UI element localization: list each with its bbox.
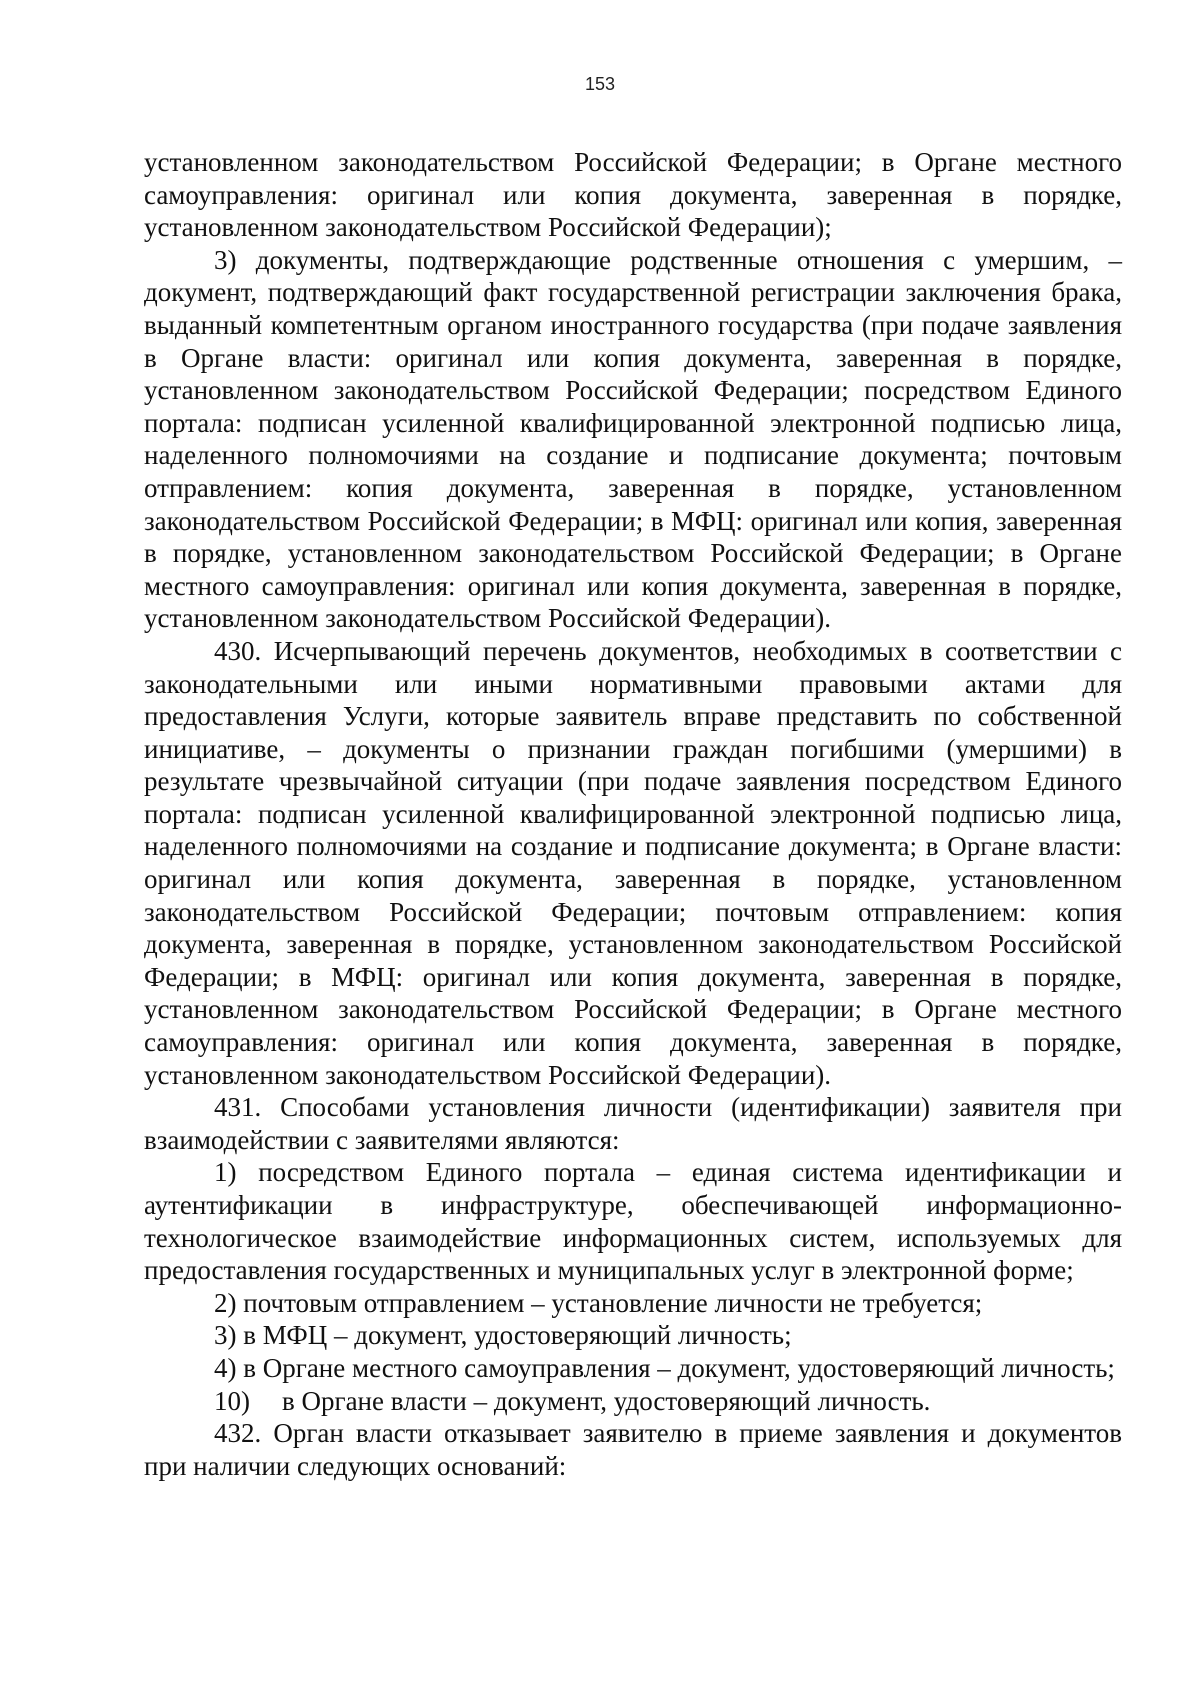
paragraph-continuation: установленном законодательством Российской Федерации; в Органе местного самоуправления: оригинал или копия документа, заверенная в порядке, установленном законодательством Российской Федерации); bbox=[144, 147, 1122, 243]
paragraph-432: 432. Орган власти отказывает заявителю в приеме заявления и документов при наличии следующих оснований: bbox=[144, 1418, 1122, 1481]
page-number: 153 bbox=[584, 74, 616, 94]
list-item-3-mfc: 3) в МФЦ – документ, удостоверяющий личность; bbox=[214, 1320, 792, 1351]
list-item-10-number: 10) bbox=[214, 1385, 250, 1416]
paragraph-431: 431. Способами установления личности (идентификации) заявителя при взаимодействии с заявителями являются: bbox=[144, 1092, 1122, 1155]
list-item-4-local-government: 4) в Органе местного самоуправления – документ, удостоверяющий личность; bbox=[214, 1352, 1115, 1383]
paragraph-item-3-relations: 3) документы, подтверждающие родственные отношения с умершим, – документ, подтверждающий факт государственной регистрации заключения брака, выданный компетентным органом иностранного государства (при подаче заявления в Органе власти: оригинал или копия документа, заверенная в порядке, установленном законодательством Российской Федерации; посредством Единого портала: подписан усиленной квалифицированной электронной подписью лица, наделенного полномочиями на создание и подписание документа; почтовым отправлением: копия документа, заверенная в порядке, установленном законодательством Российской Федерации; в МФЦ: оригинал или копия, заверенная в порядке, установленном законодательством Российской Федерации; в Органе местного самоуправления: оригинал или копия документа, заверенная в порядке, установленном законодательством Российской Федерации). bbox=[144, 244, 1122, 634]
list-item-10-authority bbox=[144, 1385, 1122, 1418]
list-item-1-portal: 1) посредством Единого портала – единая система идентификации и аутентификации в инфраструктуре, обеспечивающей информационно-технологическое взаимодействие информационных систем, используемых для предоставления государственных и муниципальных услуг в электронной форме; bbox=[144, 1157, 1122, 1286]
paragraph-430: 430. Исчерпывающий перечень документов, необходимых в соответствии с законодательными или иными нормативными правовыми актами для предоставления Услуги, которые заявитель вправе представить по собственной инициативе, – документы о признании граждан погибшими (умершими) в результате чрезвычайной ситуации (при подаче заявления посредством Единого портала: подписан усиленной квалифицированной электронной подписью лица, наделенного полномочиями на создание и подписание документа; в Органе власти: оригинал или копия документа, заверенная в порядке, установленном законодательством Российской Федерации; почтовым отправлением: копия документа, заверенная в порядке, установленном законодательством Российской Федерации; в МФЦ: оригинал или копия документа, заверенная в порядке, установленном законодательством Российской Федерации; в Органе местного самоуправления: оригинал или копия документа, заверенная в порядке, установленном законодательством Российской Федерации). bbox=[144, 635, 1122, 1090]
list-item-2-post: 2) почтовым отправлением – установление личности не требуется; bbox=[214, 1287, 983, 1318]
list-item-10-text: в Органе власти – документ, удостоверяющий личность. bbox=[282, 1385, 931, 1416]
document-body bbox=[144, 146, 1122, 1482]
